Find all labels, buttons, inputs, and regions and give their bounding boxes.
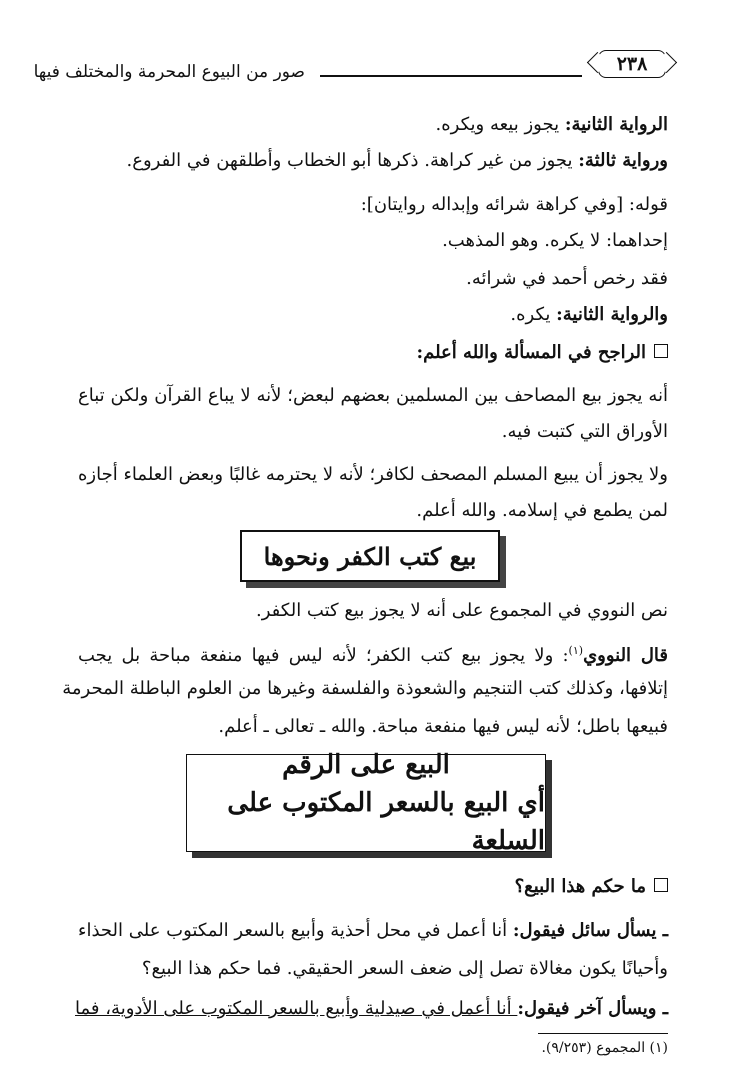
- bold-label: ـ ويسأل آخر فيقول:: [517, 998, 668, 1019]
- box-heading-line: البيع على الرقم: [282, 750, 450, 780]
- section-box-heading: [186, 750, 546, 856]
- page-number-text: ٢٣٨: [616, 53, 648, 75]
- box-heading-text: بيع كتب الكفر ونحوها: [263, 541, 477, 571]
- paragraph-line: ولا يجوز أن يبيع المسلم المصحف لكافر؛ لأنه لا يحترمه غالبًا وبعض العلماء أجازه: [78, 464, 668, 485]
- paragraph-line: [78, 638, 668, 669]
- box-heading-line: أي البيع بالسعر المكتوب على السلعة: [227, 788, 545, 856]
- checkbox-icon: [654, 344, 668, 358]
- paragraph-line: فبيعها باطل؛ لأنه ليس فيها منفعة مباحة. والله ـ تعالى ـ أعلم.: [218, 716, 668, 737]
- bold-label: ورواية ثالثة:: [578, 150, 668, 171]
- paragraph-line: [436, 112, 668, 138]
- checkbox-icon: [654, 878, 668, 892]
- paragraph-line: إحداهما: لا يكره. وهو المذهب.: [442, 230, 668, 251]
- paragraph-line: [75, 996, 668, 1022]
- section-box-heading: [240, 530, 500, 582]
- paragraph-line: أنه يجوز بيع المصاحف بين المسلمين بعضهم لبعض؛ لأنه لا يباع القرآن ولكن تباع: [78, 385, 668, 406]
- section-heading: [416, 340, 668, 366]
- paragraph-line: فقد رخص أحمد في شرائه.: [466, 268, 668, 289]
- line-text: : ولا يجوز بيع كتب الكفر؛ لأنه ليس فيها منفعة مباحة بل يجب: [78, 645, 569, 666]
- heading-text: الراجح في المسألة والله أعلم:: [416, 342, 646, 363]
- running-title: صور من البيوع المحرمة والمختلف فيها: [33, 62, 305, 82]
- line-text: يجوز بيعه ويكره.: [435, 114, 565, 135]
- paragraph-line: [78, 918, 668, 944]
- footnote-rule: [538, 1033, 668, 1034]
- page-number: [598, 50, 666, 78]
- paragraph-line: [126, 148, 668, 174]
- paragraph-line: وأحيانًا يكون مغالاة تصل إلى ضعف السعر الحقيقي. فما حكم هذا البيع؟: [141, 958, 668, 979]
- line-text: يجوز من غير كراهة. ذكرها أبو الخطاب وأطلقهن في الفروع.: [126, 150, 579, 171]
- paragraph-line: إتلافها، وكذلك كتب التنجيم والشعوذة والفلسفة وغيرها من العلوم الباطلة المحرمة: [62, 678, 668, 699]
- line-text: يكره.: [510, 304, 557, 325]
- paragraph-line: الأوراق التي كتبت فيه.: [501, 421, 668, 442]
- header-rule: [320, 75, 582, 77]
- bold-label: قال النووي: [583, 645, 668, 666]
- paragraph-line: لمن يطمع في إسلامه. والله أعلم.: [416, 500, 668, 521]
- bold-label: ـ يسأل سائل فيقول:: [512, 920, 669, 941]
- bold-label: الرواية الثانية:: [564, 114, 668, 135]
- heading-text: ما حكم هذا البيع؟: [514, 876, 646, 897]
- bold-label: والرواية الثانية:: [556, 304, 668, 325]
- paragraph-line: [510, 302, 668, 328]
- footnote: (١) المجموع (٩/٢٥٣).: [541, 1040, 668, 1056]
- footnote-marker: (١): [568, 644, 584, 657]
- line-text: أنا أعمل في محل أحذية وأبيع بالسعر المكتوب على الحذاء: [78, 920, 513, 941]
- paragraph-line: نص النووي في المجموع على أنه لا يجوز بيع كتب الكفر.: [256, 600, 668, 621]
- paragraph-line: قوله: [وفي كراهة شرائه وإبداله روايتان]:: [360, 194, 668, 215]
- line-text: أنا أعمل في صيدلية وأبيع بالسعر المكتوب على الأدوية، فما: [75, 998, 518, 1019]
- section-heading: [515, 874, 668, 900]
